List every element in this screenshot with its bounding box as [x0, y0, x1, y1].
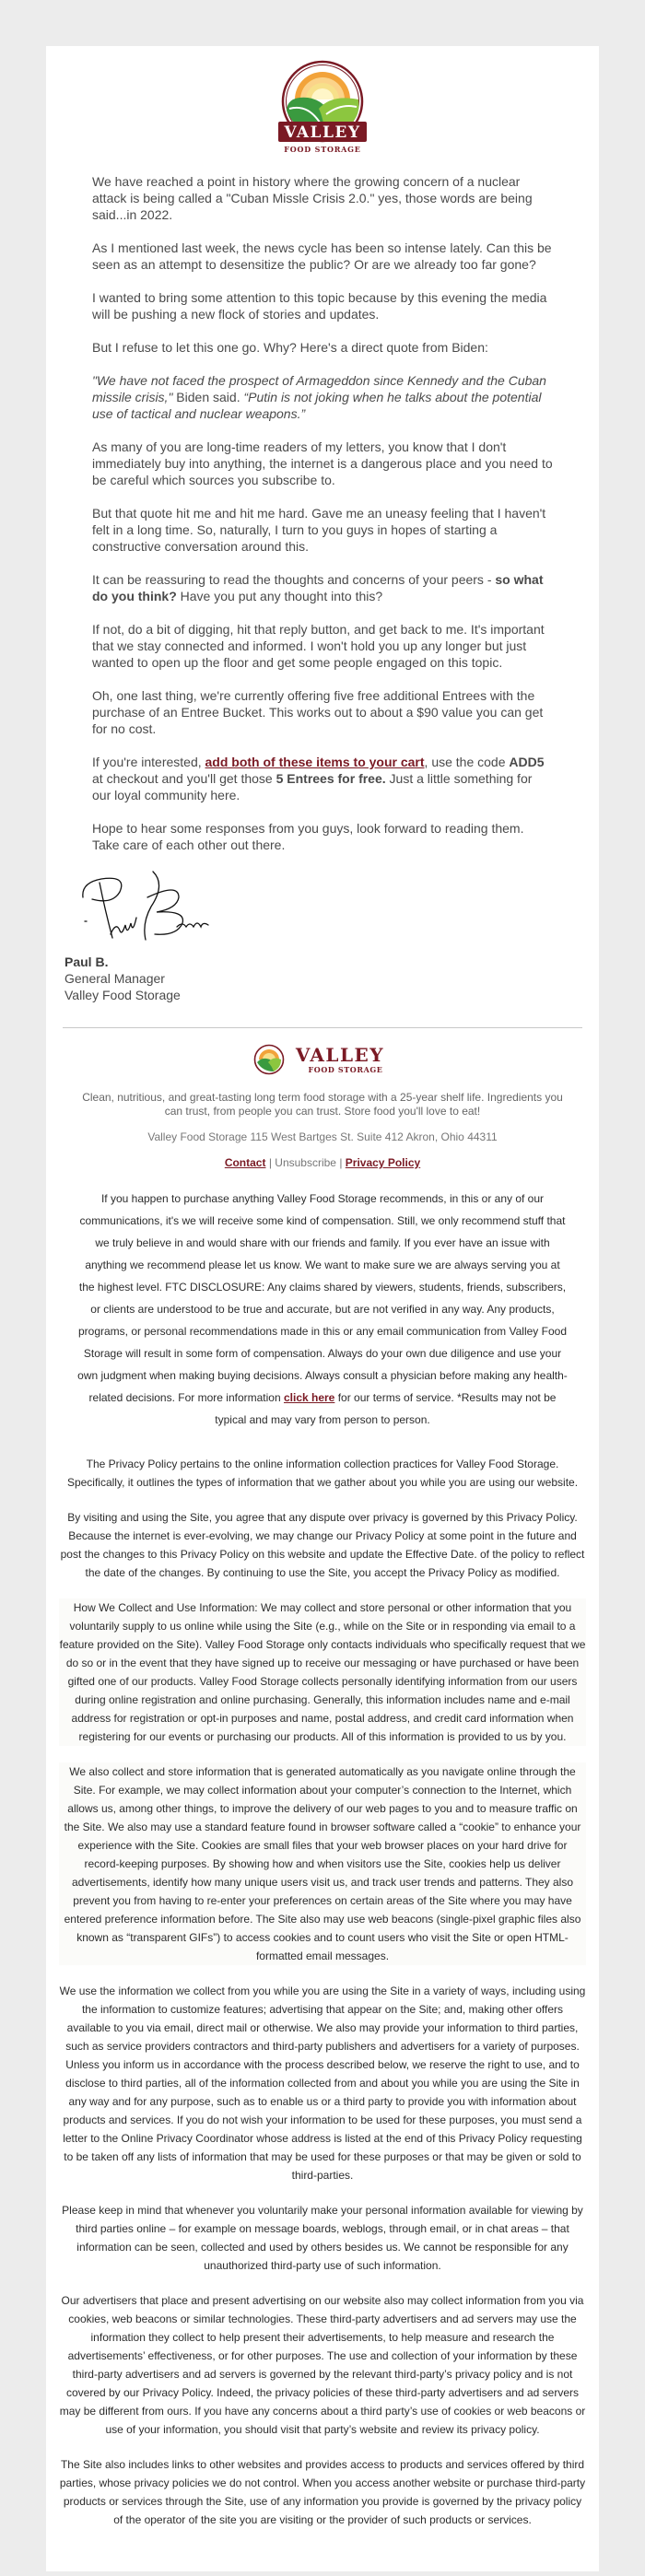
add-to-cart-link[interactable]: add both of these items to your cart [205, 755, 425, 769]
svg-text:VALLEY: VALLEY [284, 123, 361, 142]
ftc-disclosure [64, 1169, 580, 1431]
offer-highlight: 5 Entrees for free. [276, 771, 386, 786]
footer-tagline: Clean, nutritious, and great-tasting long term food storage with a 25-year shelf life. Ingredients you can trust, from people you can trust. Store food you'll love to eat! [82, 1091, 563, 1118]
privacy-paragraph: The Site also includes links to other websites and provides access to products and services offered by third parties, whose privacy policies we do not control. When you access another website or purchase third-party products or services through the Site, use of any information you provide is governed by the privacy policy of the operator of the site you are visiting or the provider of such products or services. [59, 2458, 586, 2526]
footer [46, 1028, 599, 1431]
text: Have you put any thought into this? [176, 589, 383, 603]
link-separator: | [335, 1156, 346, 1169]
privacy-paragraph: We use the information we collect from you while you are using the Site in a variety of ways, including using the information to customize features; advertising that appear on the Site; and, making other offers available to you via email, direct mail or otherwise. We also may provide your information to third parties, such as service providers contractors and third-party publishers and advertisers for a variety of purposes. Unless you inform us in accordance with the process described below, we reserve the right to use, and to disclose to third parties, all of the information collected from and about you while you are using the Site in any way and for any purpose, such as to enable us or a third party to provide you with information about products and services. If you do not wish your information to be used for these purposes, you must send a letter to the Online Privacy Coordinator whose address is listed at the end of this Privacy Policy requesting to be taken off any lists of information that may be used for these purposes or that may be given or sold to third-parties. [59, 1985, 586, 2182]
svg-text:FOOD STORAGE: FOOD STORAGE [284, 145, 361, 154]
signer-name: Paul B. [64, 954, 109, 969]
unsubscribe-link[interactable]: Unsubscribe [275, 1156, 336, 1169]
letter-paragraph: As many of you are long-time readers of my letters, you know that I don't immediately buy into anything, the internet is a dangerous place and you need to be careful which sources you subscribe to. [92, 439, 553, 487]
privacy-policy-link[interactable]: Privacy Policy [345, 1156, 421, 1169]
disclosure-text: for our terms of service. *Results may not be typical and may vary from person to person. [215, 1391, 557, 1426]
privacy-paragraph: How We Collect and Use Information: We may collect and store personal or other information that you voluntarily supply to us online while using the Site (e.g., while on the Site or in responding via email to a feature provided on the Site). Valley Food Storage only contacts individuals who specifically request that we do so or in the event that they have signed up to receive our messaging or have purchased or have been gifted one of our products. Valley Food Storage collects personally identifying information from our users during online registration and online purchasing. Generally, this information includes name and e-mail address for registration or opt-in purposes and name, postal address, and credit card information when registering for our events or purchasing our products. All of this information is provided to us by you. [59, 1598, 586, 1746]
letter-paragraph: If not, do a bit of digging, hit that reply button, and get back to me. It's important that we stay connected and informed. I won't hold you up any longer but just wanted to open up the floor and get some people engaged on this topic. [92, 622, 545, 670]
signature-block [46, 870, 599, 1003]
text: , use the code [424, 755, 510, 769]
email-body [46, 46, 599, 2571]
signer-company: Valley Food Storage [64, 988, 181, 1002]
privacy-paragraph: Please keep in mind that whenever you voluntarily make your personal information available for viewing by third parties online – for example on message boards, weblogs, through email, or in chat areas – that information can be seen, collected and used by others besides us. We cannot be responsible for any unauthorized third-party use of such information. [62, 2204, 583, 2272]
valley-wordmark-icon [288, 1043, 392, 1076]
privacy-policy [46, 1431, 599, 2529]
footer-logo [64, 1043, 580, 1076]
letter-paragraph: But that quote hit me and hit me hard. Gave me an uneasy feeling that I haven't felt in a long time. So, naturally, I turn to you guys in hopes of starting a constructive conversation around this. [92, 506, 546, 554]
offer-paragraph [81, 754, 564, 803]
svg-text:VALLEY: VALLEY [295, 1044, 385, 1066]
letter-paragraph: Hope to hear some responses from you guys, look forward to reading them. Take care of each other out there. [92, 821, 524, 852]
letter-paragraph: I wanted to bring some attention to this topic because by this evening the media will be pushing a new flock of stories and updates. [92, 290, 547, 322]
valley-food-storage-logo-icon [267, 57, 378, 155]
header-logo [46, 46, 599, 155]
terms-of-service-link[interactable]: click here [283, 1391, 335, 1404]
disclosure-text: If you happen to purchase anything Valley Food Storage recommends, in this or any of our communications, it's we will receive some kind of compensation. Still, we only recommend stuff that we truly believe in and would share with our friends and family. If you ever have an issue with anything we recommend please let us know. We want to make sure we are always serving you at the highest level. FTC DISCLOSURE: Any claims shared by viewers, students, friends, subscribers, or clients are understood to be true and accurate, but are not verified in any way. Any products, programs, or personal recommendations made in this or any email communication from Valley Food Storage will result in some form of compensation. Always do your own due diligence and use your own judgment when making buying decisions. Always consult a physician before making any health-related decisions. For more information [77, 1192, 568, 1404]
footer-links [64, 1156, 580, 1169]
privacy-paragraph: The Privacy Policy pertains to the online information collection practices for Valley Food Storage. Specifically, it outlines the types of information that we gather about you while you are using our website. [66, 1458, 579, 1489]
signer-title: General Manager [64, 971, 165, 986]
quote-attribution: Biden said. [172, 390, 244, 404]
promo-code: ADD5 [509, 755, 545, 769]
letter-paragraph: But I refuse to let this one go. Why? Here's a direct quote from Biden: [92, 340, 488, 355]
biden-quote [81, 372, 564, 422]
text: Just a little something for our loyal community here. [92, 771, 533, 802]
letter-paragraph: We have reached a point in history where the growing concern of a nuclear attack is being called a "Cuban Missle Crisis 2.0." yes, those words are being said...in 2022. [92, 174, 533, 222]
privacy-paragraph: Our advertisers that place and present advertising on our website also may collect information from you via cookies, web beacons or similar technologies. These third-party advertisers and ad servers may use the information they collect to help present their advertisements, to help measure and research the advertisements’ effectiveness, or for other purposes. The use and collection of your information by these third-party advertisers and ad servers is governed by the relevant third-party’s privacy policy and is not covered by our Privacy Policy. Indeed, the privacy policies of these third-party advertisers and ad servers may be different from ours. If you have any concerns about a third party’s use of cookies or web beacons or use of your information, you should visit that party’s website and review its privacy policy. [59, 2294, 586, 2436]
letter-body [46, 155, 599, 853]
valley-emblem-icon [253, 1044, 285, 1075]
svg-text:FOOD STORAGE: FOOD STORAGE [308, 1065, 383, 1074]
quote-text: "We have not faced the prospect of Armageddon since Kennedy and the Cuban missile crisis," [92, 373, 546, 404]
text: If you're interested, [92, 755, 205, 769]
privacy-paragraph: We also collect and store information that is generated automatically as you navigate online through the Site. For example, we may collect information about your computer’s connection to the Internet, which allows us, among other things, to improve the delivery of our web pages to you and to measure traffic on the Site. We also may use a standard feature found in browser software called a “cookie” to enhance your experience with the Site. Cookies are small files that your web browser places on your hard drive for record-keeping purposes. By showing how and when visitors use the Site, cookies help us deliver advertisements, identify how many unique users visit us, and track user trends and patterns. They also prevent you from having to re-enter your preferences on certain areas of the Site where you may have entered preference information before. The Site also may use web beacons (single-pixel graphic files also known as “transparent GIFs”) to access cookies and to count users who visit the Site or open HTML-formatted email messages. [59, 1762, 586, 1965]
text: It can be reassuring to read the thoughts and concerns of your peers - [92, 572, 496, 587]
letter-paragraph: As I mentioned last week, the news cycle has been so intense lately. Can this be seen as an attempt to desensitize the public? Or are we already too far gone? [92, 240, 552, 272]
footer-address: Valley Food Storage 115 West Bartges St. Suite 412 Akron, Ohio 44311 [147, 1130, 498, 1143]
quote-text: “Putin is not joking when he talks about the potential use of tactical and nuclear weapons.” [92, 390, 542, 421]
handwritten-signature-icon [64, 870, 221, 945]
text: at checkout and you'll get those [92, 771, 276, 786]
contact-link[interactable]: Contact [224, 1156, 266, 1169]
letter-paragraph: Oh, one last thing, we're currently offering five free additional Entrees with the purchase of an Entree Bucket. This works out to about a $90 value you can get for no cost. [92, 688, 544, 736]
link-separator: | [265, 1156, 276, 1169]
bold-question: so what do you think? [92, 572, 544, 603]
privacy-paragraph: By visiting and using the Site, you agree that any dispute over privacy is governed by this Privacy Policy. Because the internet is ever-evolving, we may change our Privacy Policy at some point in the future and post the changes to this Privacy Policy on this website and update the Effective Date. of the policy to reflect the date of the changes. By continuing to use the Site, you accept the Privacy Policy as modified. [60, 1511, 585, 1579]
letter-paragraph [81, 571, 564, 604]
